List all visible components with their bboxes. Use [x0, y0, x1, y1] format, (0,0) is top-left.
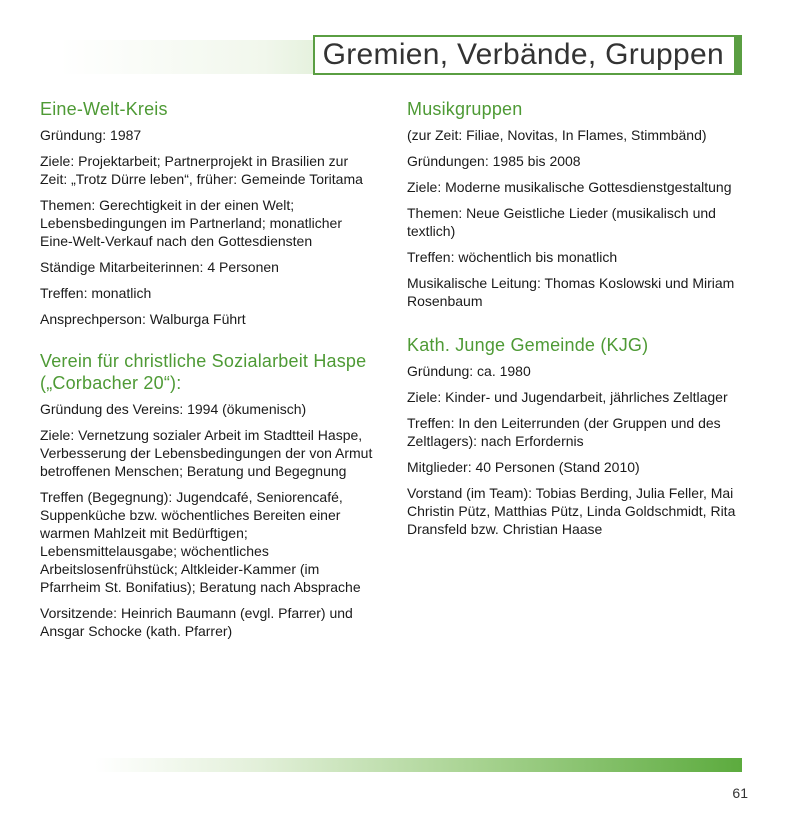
section-verein-sozialarbeit: [40, 350, 378, 640]
footer-gradient-bar: [95, 758, 742, 772]
section-paragraph: Themen: Neue Geistliche Lieder (musikalisch und textlich): [407, 205, 716, 239]
section-paragraph: Gründung: ca. 1980: [407, 363, 531, 379]
section-paragraph: Gründung: 1987: [40, 127, 142, 143]
section-eine-welt-kreis: [40, 98, 378, 328]
section-paragraph: Themen: Gerechtigkeit in der einen Welt; Lebensbedingungen im Partnerland; monatlicher Eine-Welt-Verkauf nach den Gottesdiensten: [40, 197, 342, 249]
section-paragraph: Ansprechperson: Walburga Führt: [40, 311, 246, 327]
section-paragraph: (zur Zeit: Filiae, Novitas, In Flames, Stimmbänd): [407, 127, 707, 143]
section-title: Musikgruppen: [407, 99, 523, 119]
page-title: Gremien, Verbände, Gruppen: [313, 35, 742, 75]
section-musikgruppen: [407, 98, 752, 310]
section-paragraph: Gründung des Vereins: 1994 (ökumenisch): [40, 401, 307, 417]
section-paragraph: Gründungen: 1985 bis 2008: [407, 153, 581, 169]
right-column: [407, 98, 752, 560]
section-paragraph: Ziele: Moderne musikalische Gottesdienstgestaltung: [407, 179, 732, 195]
section-paragraph: Vorstand (im Team): Tobias Berding, Julia Feller, Mai Christin Pütz, Matthias Pütz, Linda Goldschmidt, Rita Dransfeld bzw. Christian Haase: [407, 485, 736, 537]
section-paragraph: Treffen (Begegnung): Jugendcafé, Seniorencafé, Suppenküche bzw. wöchentliches Bereiten einer warmen Mahlzeit mit Bedürftigen; Lebensmittelausgabe; wöchentliches Arbeitslosenfrühstück; Altkleider-Kammer (im Pfarrheim St. Bonifatius); Beratung nach Absprache: [40, 489, 361, 595]
page-number: 61: [732, 785, 748, 801]
section-paragraph: Ziele: Vernetzung sozialer Arbeit im Stadtteil Haspe, Verbesserung der Lebensbedingungen der von Armut betroffenen Menschen; Beratung und Begegnung: [40, 427, 373, 479]
section-kjg: [407, 334, 752, 538]
section-paragraph: Treffen: monatlich: [40, 285, 152, 301]
section-paragraph: Ziele: Kinder- und Jugendarbeit, jährliches Zeltlager: [407, 389, 728, 405]
section-paragraph: Mitglieder: 40 Personen (Stand 2010): [407, 459, 640, 475]
section-paragraph: Treffen: wöchentlich bis monatlich: [407, 249, 618, 265]
section-paragraph: Vorsitzende: Heinrich Baumann (evgl. Pfarrer) und Ansgar Schocke (kath. Pfarrer): [40, 605, 353, 639]
section-paragraph: Treffen: In den Leiterrunden (der Gruppen und des Zeltlagers): nach Erfordernis: [407, 415, 721, 449]
left-column: [40, 98, 378, 662]
section-title: Verein für christliche Sozialarbeit Haspe („Corbacher 20“):: [40, 351, 367, 393]
section-paragraph: Ständige Mitarbeiterinnen: 4 Personen: [40, 259, 279, 275]
section-title: Kath. Junge Gemeinde (KJG): [407, 335, 649, 355]
section-paragraph: Musikalische Leitung: Thomas Koslowski und Miriam Rosenbaum: [407, 275, 735, 309]
section-paragraph: Ziele: Projektarbeit; Partnerprojekt in Brasilien zur Zeit: „Trotz Dürre leben“, früher: Gemeinde Toritama: [40, 153, 363, 187]
section-title: Eine-Welt-Kreis: [40, 99, 168, 119]
